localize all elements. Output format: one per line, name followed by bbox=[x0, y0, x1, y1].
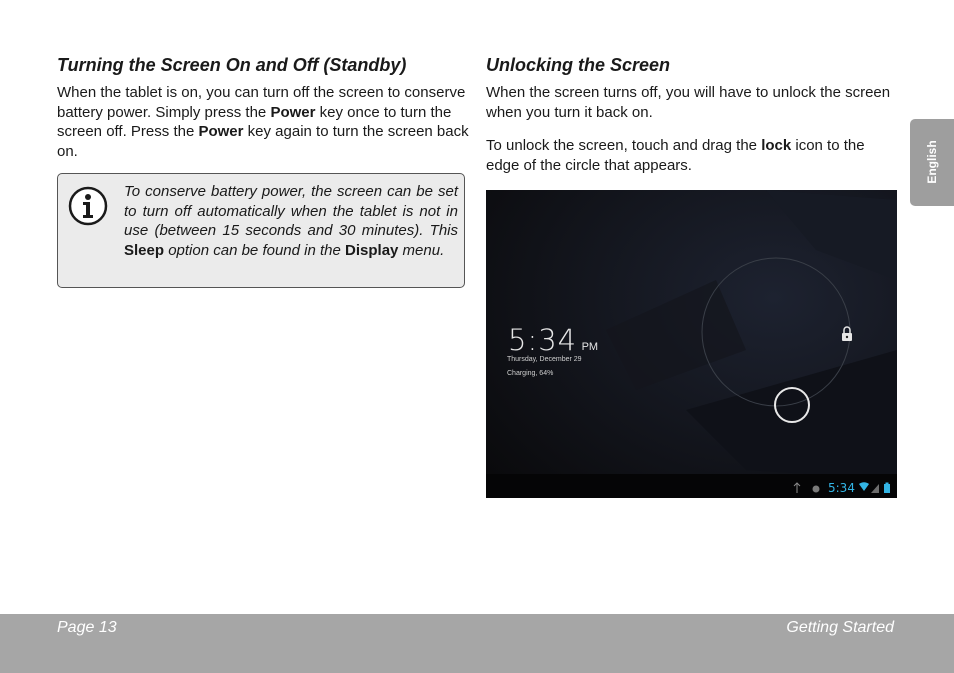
right-heading: Unlocking the Screen bbox=[486, 55, 671, 75]
note-text: To conserve battery power, the screen can be set to turn off automatically when the tablet is not in use (between 15 seconds and 30 minutes). This Sleep option can be found in the Display menu. bbox=[124, 183, 458, 259]
lockscreen-date: Thursday, December 29 bbox=[507, 356, 582, 363]
left-heading: Turning the Screen On and Off (Standby) bbox=[57, 55, 407, 75]
clock-ampm: PM bbox=[581, 341, 599, 353]
info-icon bbox=[68, 186, 108, 226]
unlock-paragraph-1: When the screen turns off, you will have to unlock the screen when you turn it back on. bbox=[486, 84, 891, 121]
info-note bbox=[57, 173, 465, 288]
page-number: Page 13 bbox=[57, 619, 117, 636]
standby-paragraph: When the tablet is on, you can turn off the screen to conserve battery power. Simply press the Power key once to turn the screen off. Press the Power key again to turn the screen back on. bbox=[57, 84, 469, 160]
android-debug-icon bbox=[813, 486, 820, 493]
lockscreen-screenshot bbox=[486, 190, 897, 498]
language-tab-label: English bbox=[925, 140, 939, 184]
page-footer bbox=[0, 614, 954, 673]
lockscreen-clock bbox=[508, 323, 598, 357]
battery-icon bbox=[884, 483, 890, 494]
language-tab bbox=[910, 119, 954, 206]
clock-time: 5:34 bbox=[508, 323, 578, 357]
lockscreen-charging: Charging, 64% bbox=[507, 370, 554, 377]
section-name: Getting Started bbox=[786, 619, 894, 636]
status-bar-time: 5:34 bbox=[828, 481, 855, 495]
unlock-paragraph-2: To unlock the screen, touch and drag the lock icon to the edge of the circle that appears. bbox=[486, 137, 865, 174]
